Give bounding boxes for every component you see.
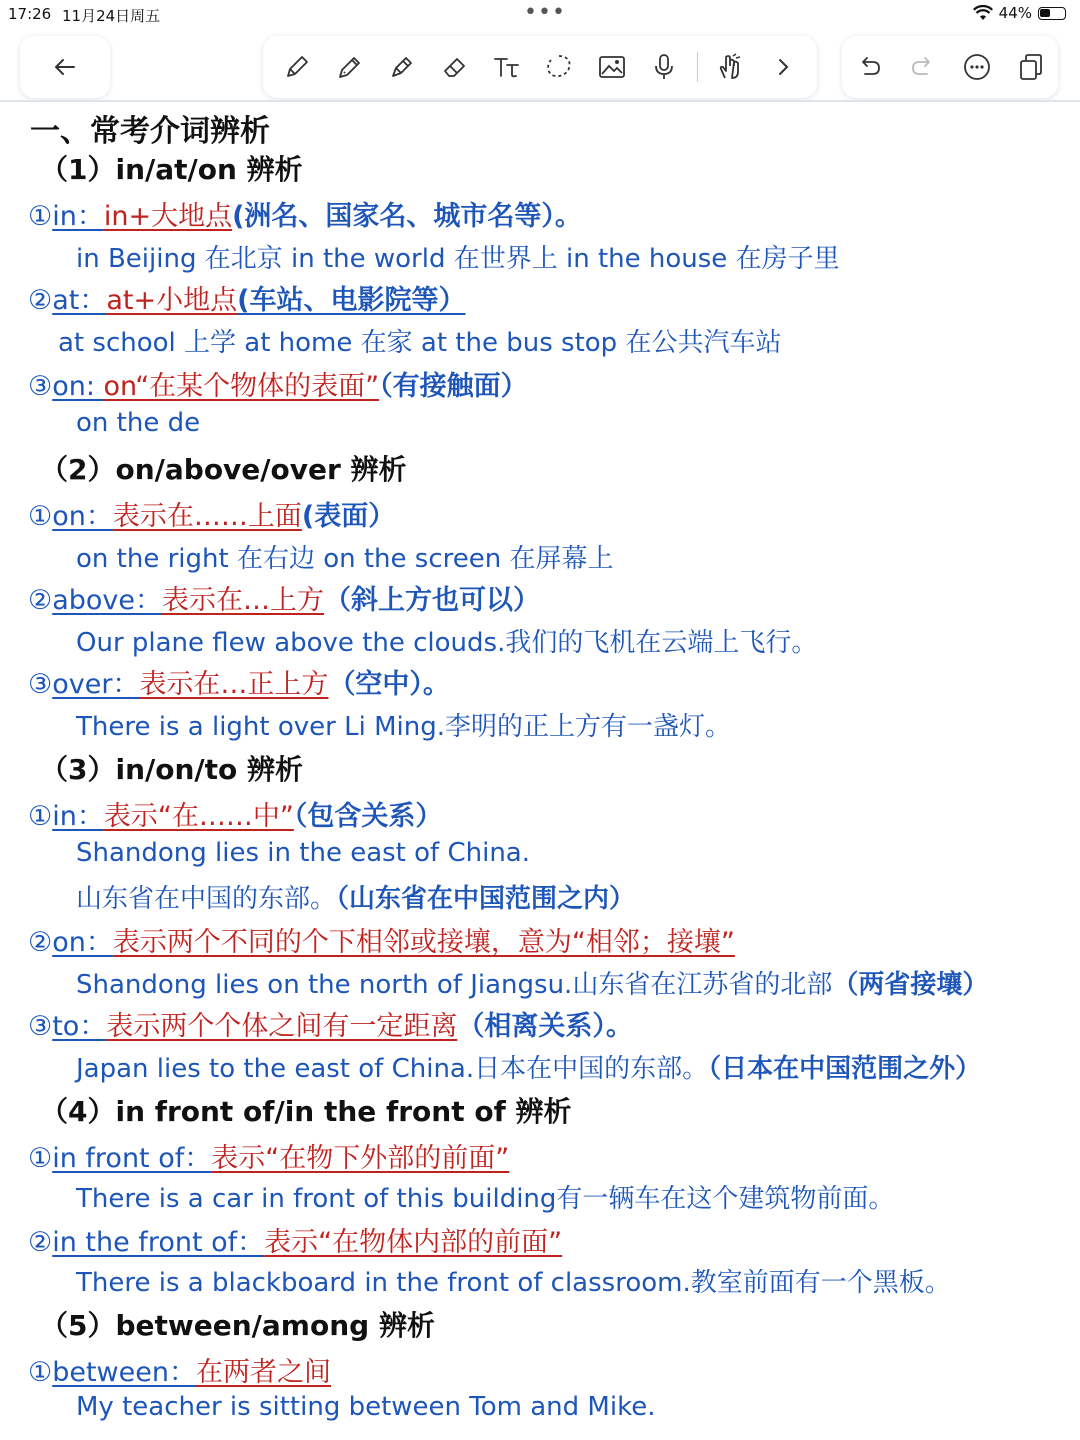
example-line: There is a blackboard in the front of classroom.教室前面有一个黑板。 <box>76 1268 951 1298</box>
item-number: ① <box>28 501 53 532</box>
pages-icon <box>1016 52 1046 82</box>
example-line: There is a car in front of this building有一辆车在这个建筑物前面。 <box>76 1184 895 1214</box>
pen-icon <box>282 52 312 82</box>
rule-item <box>28 1136 509 1175</box>
item-definition: at+小地点 <box>106 285 238 316</box>
example-text: 山东省在中国的东部。 <box>76 884 337 914</box>
back-button[interactable] <box>45 47 85 87</box>
item-number: ① <box>28 1357 53 1388</box>
item-definition: 表示在…上方 <box>162 585 325 616</box>
image-tool-button[interactable] <box>592 47 632 87</box>
item-number: ① <box>28 1143 53 1174</box>
lasso-tool-button[interactable] <box>539 47 579 87</box>
arrow-left-icon <box>50 52 80 82</box>
pencil-icon <box>335 52 365 82</box>
toolbar-divider <box>697 52 698 82</box>
rule-item <box>28 1220 562 1259</box>
item-definition: 表示在……上面 <box>112 501 302 532</box>
item-note: （包含关系） <box>293 801 443 832</box>
more-tools-button[interactable] <box>763 47 803 87</box>
item-number: ② <box>28 1227 53 1258</box>
chevron-right-icon <box>768 52 798 82</box>
status-time: 17:26 <box>8 5 52 23</box>
actions-group <box>842 36 1058 98</box>
section-heading: （1）in/at/on 辨析 <box>40 153 303 186</box>
item-definition: 表示两个个体之间有一定距离 <box>106 1011 458 1042</box>
item-number: ② <box>28 927 53 958</box>
redo-button[interactable] <box>903 47 943 87</box>
item-keyword: on： <box>52 501 113 532</box>
item-keyword: in： <box>52 201 104 232</box>
item-keyword: in front of： <box>52 1143 212 1174</box>
highlighter-tool-button[interactable] <box>382 47 422 87</box>
back-group <box>20 36 110 98</box>
hand-touch-icon <box>715 52 745 82</box>
item-note: （有接触面） <box>379 371 528 402</box>
rule-item <box>28 1350 331 1389</box>
eraser-icon <box>440 52 470 82</box>
item-keyword: over： <box>52 669 140 700</box>
rule-item <box>28 194 582 233</box>
rule-item <box>28 278 465 317</box>
item-definition: 表示“在……中” <box>103 801 294 832</box>
example-line: on the right 在右边 on the screen 在屏幕上 <box>76 544 614 574</box>
item-definition: in+大地点 <box>103 201 233 232</box>
more-button[interactable] <box>957 47 997 87</box>
eraser-tool-button[interactable] <box>435 47 475 87</box>
item-keyword: on： <box>52 927 113 958</box>
section-heading: （4）in front of/in the front of 辨析 <box>40 1095 572 1128</box>
item-definition: 表示两个不同的个下相邻或接壤，意为“相邻；接壤” <box>112 927 735 958</box>
example-note: （山东省在中国范围之内） <box>336 884 636 914</box>
image-icon <box>597 52 627 82</box>
touch-tool-button[interactable] <box>710 47 750 87</box>
microphone-tool-button[interactable] <box>644 47 684 87</box>
note-page[interactable] <box>0 102 1080 1440</box>
rule-item <box>28 1004 633 1043</box>
microphone-icon <box>649 52 679 82</box>
battery-percent: 44% <box>998 4 1032 22</box>
item-keyword: above： <box>52 585 163 616</box>
item-definition: 表示“在物体内部的前面” <box>264 1227 563 1258</box>
item-note: （斜上方也可以） <box>324 585 541 616</box>
undo-icon <box>854 52 884 82</box>
item-keyword: at： <box>52 285 107 316</box>
item-number: ③ <box>28 371 53 402</box>
text-icon <box>492 52 522 82</box>
pages-button[interactable] <box>1011 47 1051 87</box>
wifi-icon <box>973 5 993 21</box>
item-number: ① <box>28 801 53 832</box>
example-line <box>76 1048 981 1085</box>
item-number: ③ <box>28 669 53 700</box>
item-note: (车站、电影院等） <box>237 285 466 316</box>
example-line <box>76 878 635 915</box>
item-definition: 表示在…正上方 <box>139 669 329 700</box>
item-number: ③ <box>28 1011 53 1042</box>
highlighter-icon <box>387 52 417 82</box>
status-bar <box>0 0 1080 28</box>
example-line <box>76 964 988 1001</box>
example-note: （两省接壤） <box>832 970 989 1000</box>
item-definition: 表示“在物下外部的前面” <box>211 1143 510 1174</box>
item-number: ① <box>28 201 53 232</box>
item-keyword: between： <box>52 1357 196 1388</box>
item-keyword: in： <box>52 801 104 832</box>
section-heading: （3）in/on/to 辨析 <box>40 753 304 786</box>
battery-level <box>1040 9 1050 17</box>
item-note: (表面） <box>301 501 396 532</box>
example-line: on the de <box>76 408 201 438</box>
rule-item <box>28 364 528 403</box>
example-note: （日本在中国范围之外） <box>708 1054 982 1084</box>
multitask-dots[interactable]: ••• <box>524 0 566 25</box>
undo-button[interactable] <box>849 47 889 87</box>
rule-item <box>28 578 540 617</box>
pen-tool-button[interactable] <box>277 47 317 87</box>
example-text: Japan lies to the east of China.日本在中国的东部。 <box>76 1054 709 1084</box>
example-line: Our plane flew above the clouds.我们的飞机在云端上飞行。 <box>76 628 818 658</box>
redo-icon <box>908 52 938 82</box>
example-line: in Beijing 在北京 in the world 在世界上 in the house 在房子里 <box>76 244 840 274</box>
item-keyword: to： <box>52 1011 107 1042</box>
item-note: （相离关系）。 <box>457 1011 633 1042</box>
rule-item <box>28 920 735 959</box>
item-keyword: in the front of： <box>52 1227 265 1258</box>
item-number: ② <box>28 285 53 316</box>
example-text: Shandong lies on the north of Jiangsu.山东省在江苏省的北部 <box>76 970 833 1000</box>
example-line: at school 上学 at home 在家 at the bus stop 在公共汽车站 <box>58 328 782 358</box>
item-note: （空中）。 <box>328 669 450 700</box>
pencil-tool-button[interactable] <box>330 47 370 87</box>
tools-group <box>263 36 817 98</box>
battery-icon <box>1038 7 1066 20</box>
item-note: (洲名、国家名、城市名等）。 <box>232 201 582 232</box>
rule-item <box>28 794 442 833</box>
rule-item <box>28 662 450 701</box>
section-heading: （2）on/above/over 辨析 <box>40 453 407 486</box>
example-line: Shandong lies in the east of China. <box>76 838 530 868</box>
lasso-icon <box>544 52 574 82</box>
status-right <box>973 4 1066 22</box>
status-date: 11月24日周五 <box>62 7 161 25</box>
page-title: 一、常考介词辨析 <box>30 114 270 149</box>
section-heading: （5）between/among 辨析 <box>40 1309 435 1342</box>
more-icon <box>962 52 992 82</box>
rule-item <box>28 494 395 533</box>
example-line: There is a light over Li Ming.李明的正上方有一盏灯。 <box>76 712 731 742</box>
item-definition: 在两者之间 <box>195 1357 331 1388</box>
item-keyword: on: <box>52 371 104 402</box>
example-line: My teacher is sitting between Tom and Mike. <box>76 1392 656 1422</box>
item-number: ② <box>28 585 53 616</box>
item-definition: on“在某个物体的表面” <box>103 371 380 402</box>
text-tool-button[interactable] <box>487 47 527 87</box>
